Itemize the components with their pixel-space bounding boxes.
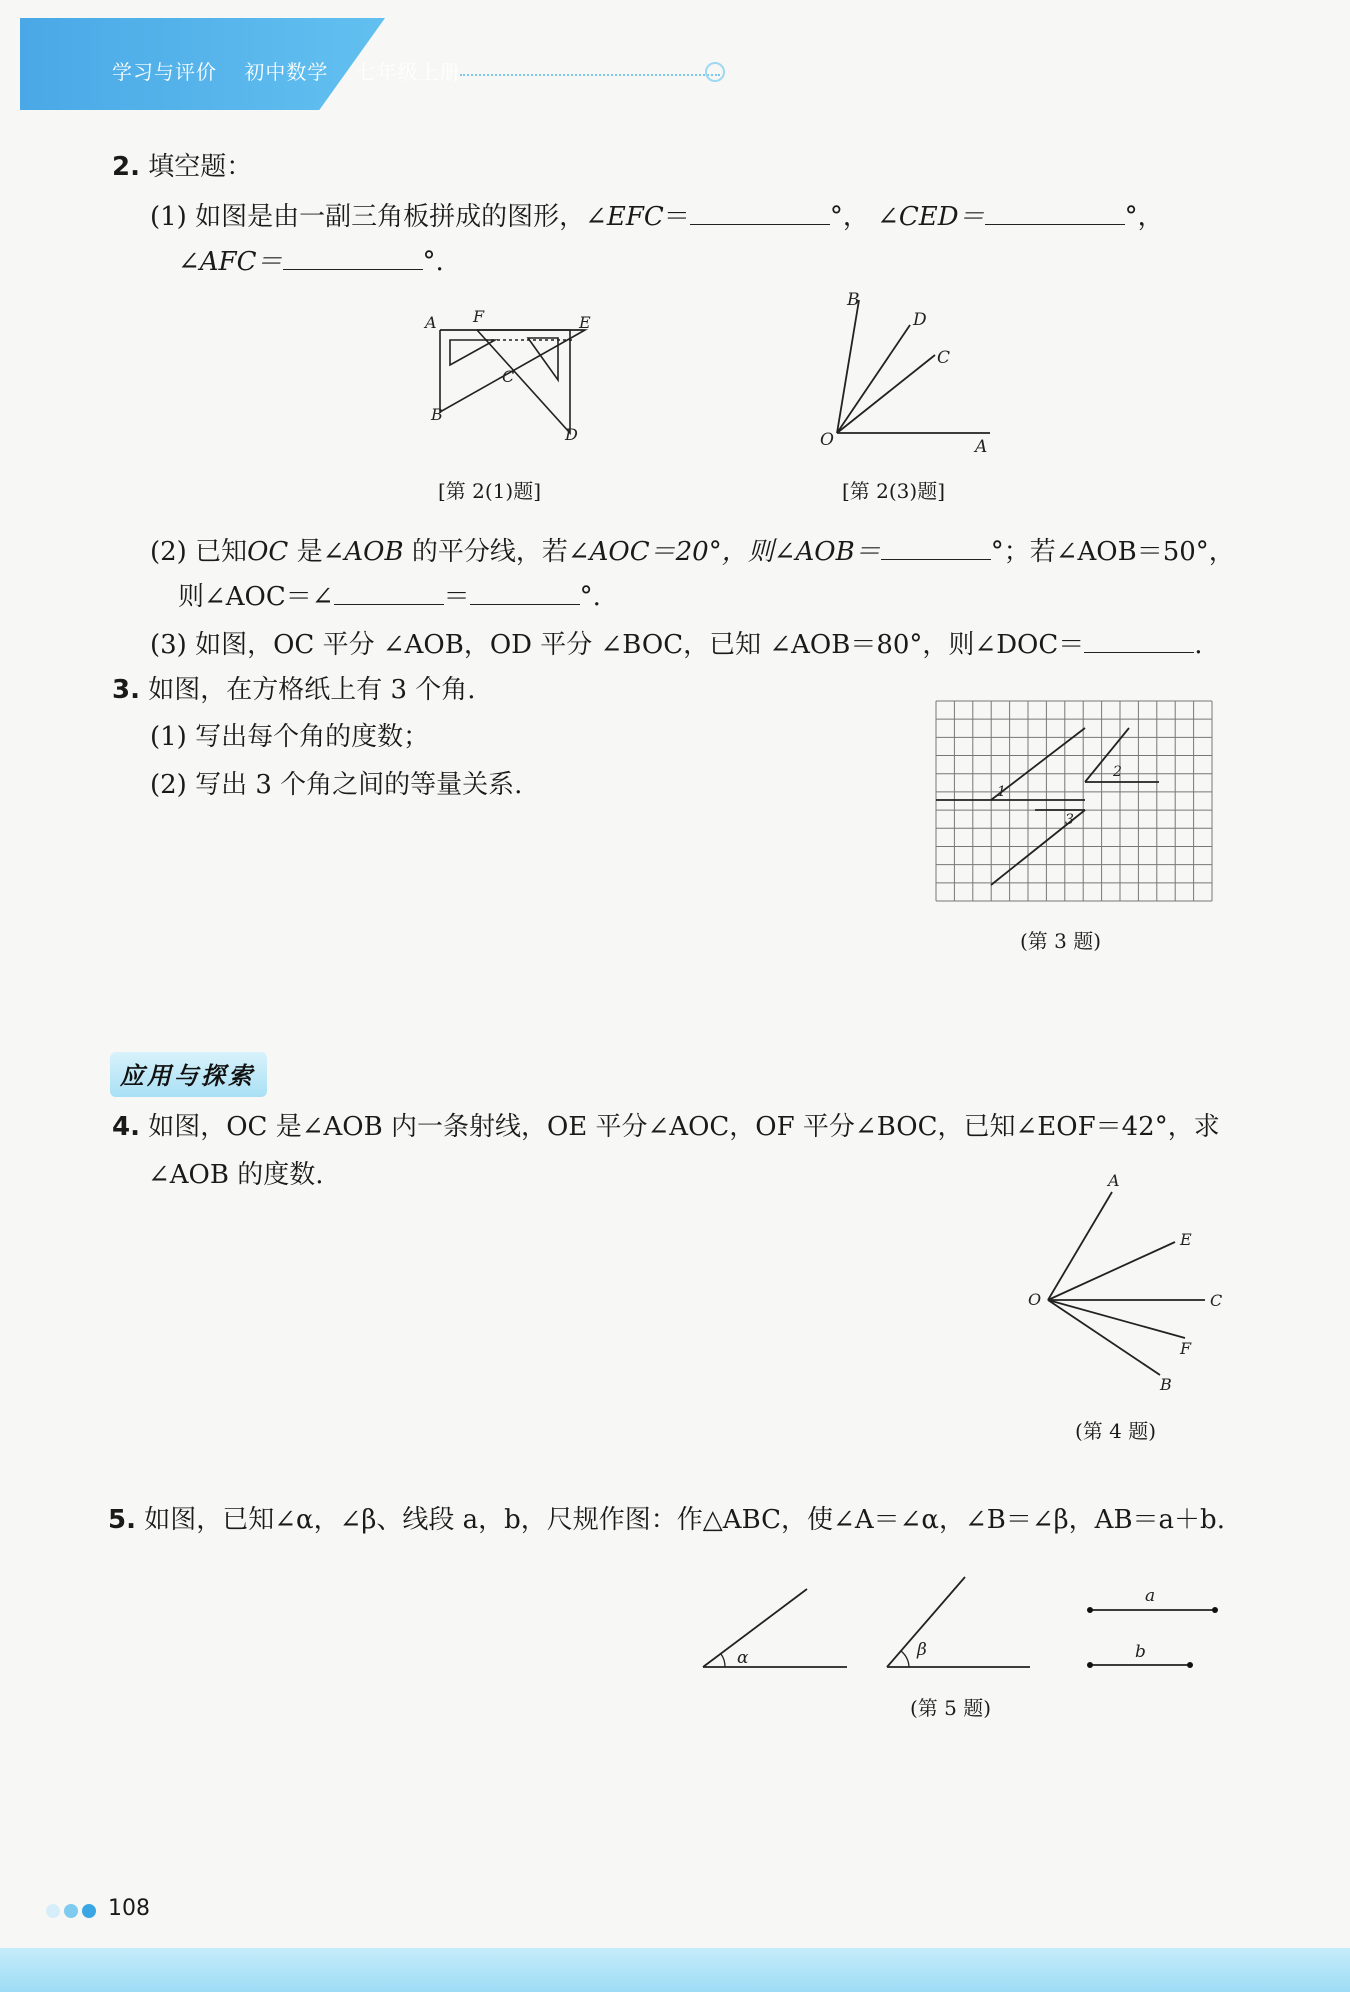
segment-b-end [1187,1662,1193,1668]
q3-sub2: (2) 写出 3 个角之间的等量关系. [150,770,523,800]
figure-2-1 [415,300,615,450]
fig5-label-a: a [1145,1586,1156,1606]
fig5-label-beta: β [917,1640,927,1660]
header-subject: 初中数学 [244,60,329,84]
blank-angle-name[interactable] [334,580,444,605]
footer-bar [0,1948,1350,1992]
page-number: 108 [108,1896,150,1921]
header-series: 学习与评价 [112,60,217,84]
q2-part1-line2: ∠AFC＝ °. [178,247,444,277]
section-tag-apply-explore: 应用与探索 [110,1052,267,1097]
header-circle-icon [705,62,725,82]
segment-a-end [1212,1607,1218,1613]
caption-fig3: (第 3 题) [1020,929,1102,953]
fig3-label-2: 2 [1113,764,1122,780]
figure-5 [695,1575,1235,1675]
fig3-label-1: 1 [997,784,1006,800]
fig3-label-3: 3 [1065,812,1074,828]
caption-fig23: [第 2(3)题] [842,479,946,503]
fig21-label-C: C [502,367,515,386]
fig4-label-C: C [1210,1291,1223,1310]
figure-4 [1020,1170,1240,1400]
blank-ced[interactable] [985,200,1125,225]
page-dot-icon [46,1904,60,1918]
fig4-label-O: O [1028,1290,1042,1309]
fig4-label-E: E [1180,1230,1192,1249]
fig4-label-A: A [1108,1171,1120,1190]
header-dotted-line [460,74,720,76]
segment-a-start [1087,1607,1093,1613]
page-dot-icon [82,1904,96,1918]
blank-doc[interactable] [1084,628,1194,653]
q4-line1: 4. 如图，OC 是∠AOB 内一条射线，OE 平分∠AOC，OF 平分∠BOC，已知∠EOF＝42°，求 [112,1112,1220,1142]
q2-part1-line1: (1) 如图是由一副三角板拼成的图形，∠EFC＝ °， ∠CED＝ °， [150,202,1164,232]
header-grade: 七年级上册 [355,60,461,84]
fig23-label-C: C [937,348,951,368]
figure-3-grid [935,700,1213,902]
blank-aob[interactable] [881,535,991,560]
q2-part3: (3) 如图，OC 平分 ∠AOB，OD 平分 ∠BOC，已知 ∠AOB＝80°，则∠DOC＝ . [150,630,1203,660]
fig21-label-F: F [473,307,485,326]
caption-fig5: (第 5 题) [910,1696,992,1720]
caption-fig21: [第 2(1)题] [438,479,542,503]
figure-2-3 [815,285,1005,460]
fig21-label-E: E [579,313,591,332]
fig21-label-B: B [431,405,443,424]
q5-line: 5. 如图，已知∠α，∠β、线段 a，b，尺规作图：作△ABC，使∠A＝∠α，∠B＝∠β，AB＝a＋b. [108,1505,1225,1535]
fig23-label-O: O [820,430,834,450]
blank-aoc[interactable] [470,580,580,605]
q2-heading: 2. 填空题： [112,152,253,182]
fig21-label-A: A [425,313,437,332]
header-text [112,56,481,85]
fig5-label-b: b [1135,1642,1146,1662]
page-dot-icon [64,1904,78,1918]
caption-fig4: (第 4 题) [1075,1419,1157,1443]
q3-heading: 3. 如图，在方格纸上有 3 个角. [112,675,476,705]
fig23-label-D: D [913,310,927,330]
q4-line2: ∠AOB 的度数. [148,1160,324,1190]
fig4-label-B: B [1160,1375,1172,1394]
fig23-label-A: A [975,437,988,457]
blank-afc[interactable] [283,245,423,270]
fig4-label-F: F [1180,1339,1192,1358]
q2-part2-line2: 则∠AOC＝∠ ＝ °. [178,582,601,612]
fig23-label-B: B [847,290,860,310]
fig5-label-alpha: α [737,1648,749,1668]
segment-b-start [1087,1662,1093,1668]
blank-efc[interactable] [690,200,830,225]
q2-part2-line1: (2) 已知OC 是∠AOB 的平分线，若∠AOC＝20°，则∠AOB＝ °；若∠AOB＝50°， [150,537,1235,567]
fig21-label-D: D [565,425,578,444]
q3-sub1: (1) 写出每个角的度数； [150,722,430,752]
